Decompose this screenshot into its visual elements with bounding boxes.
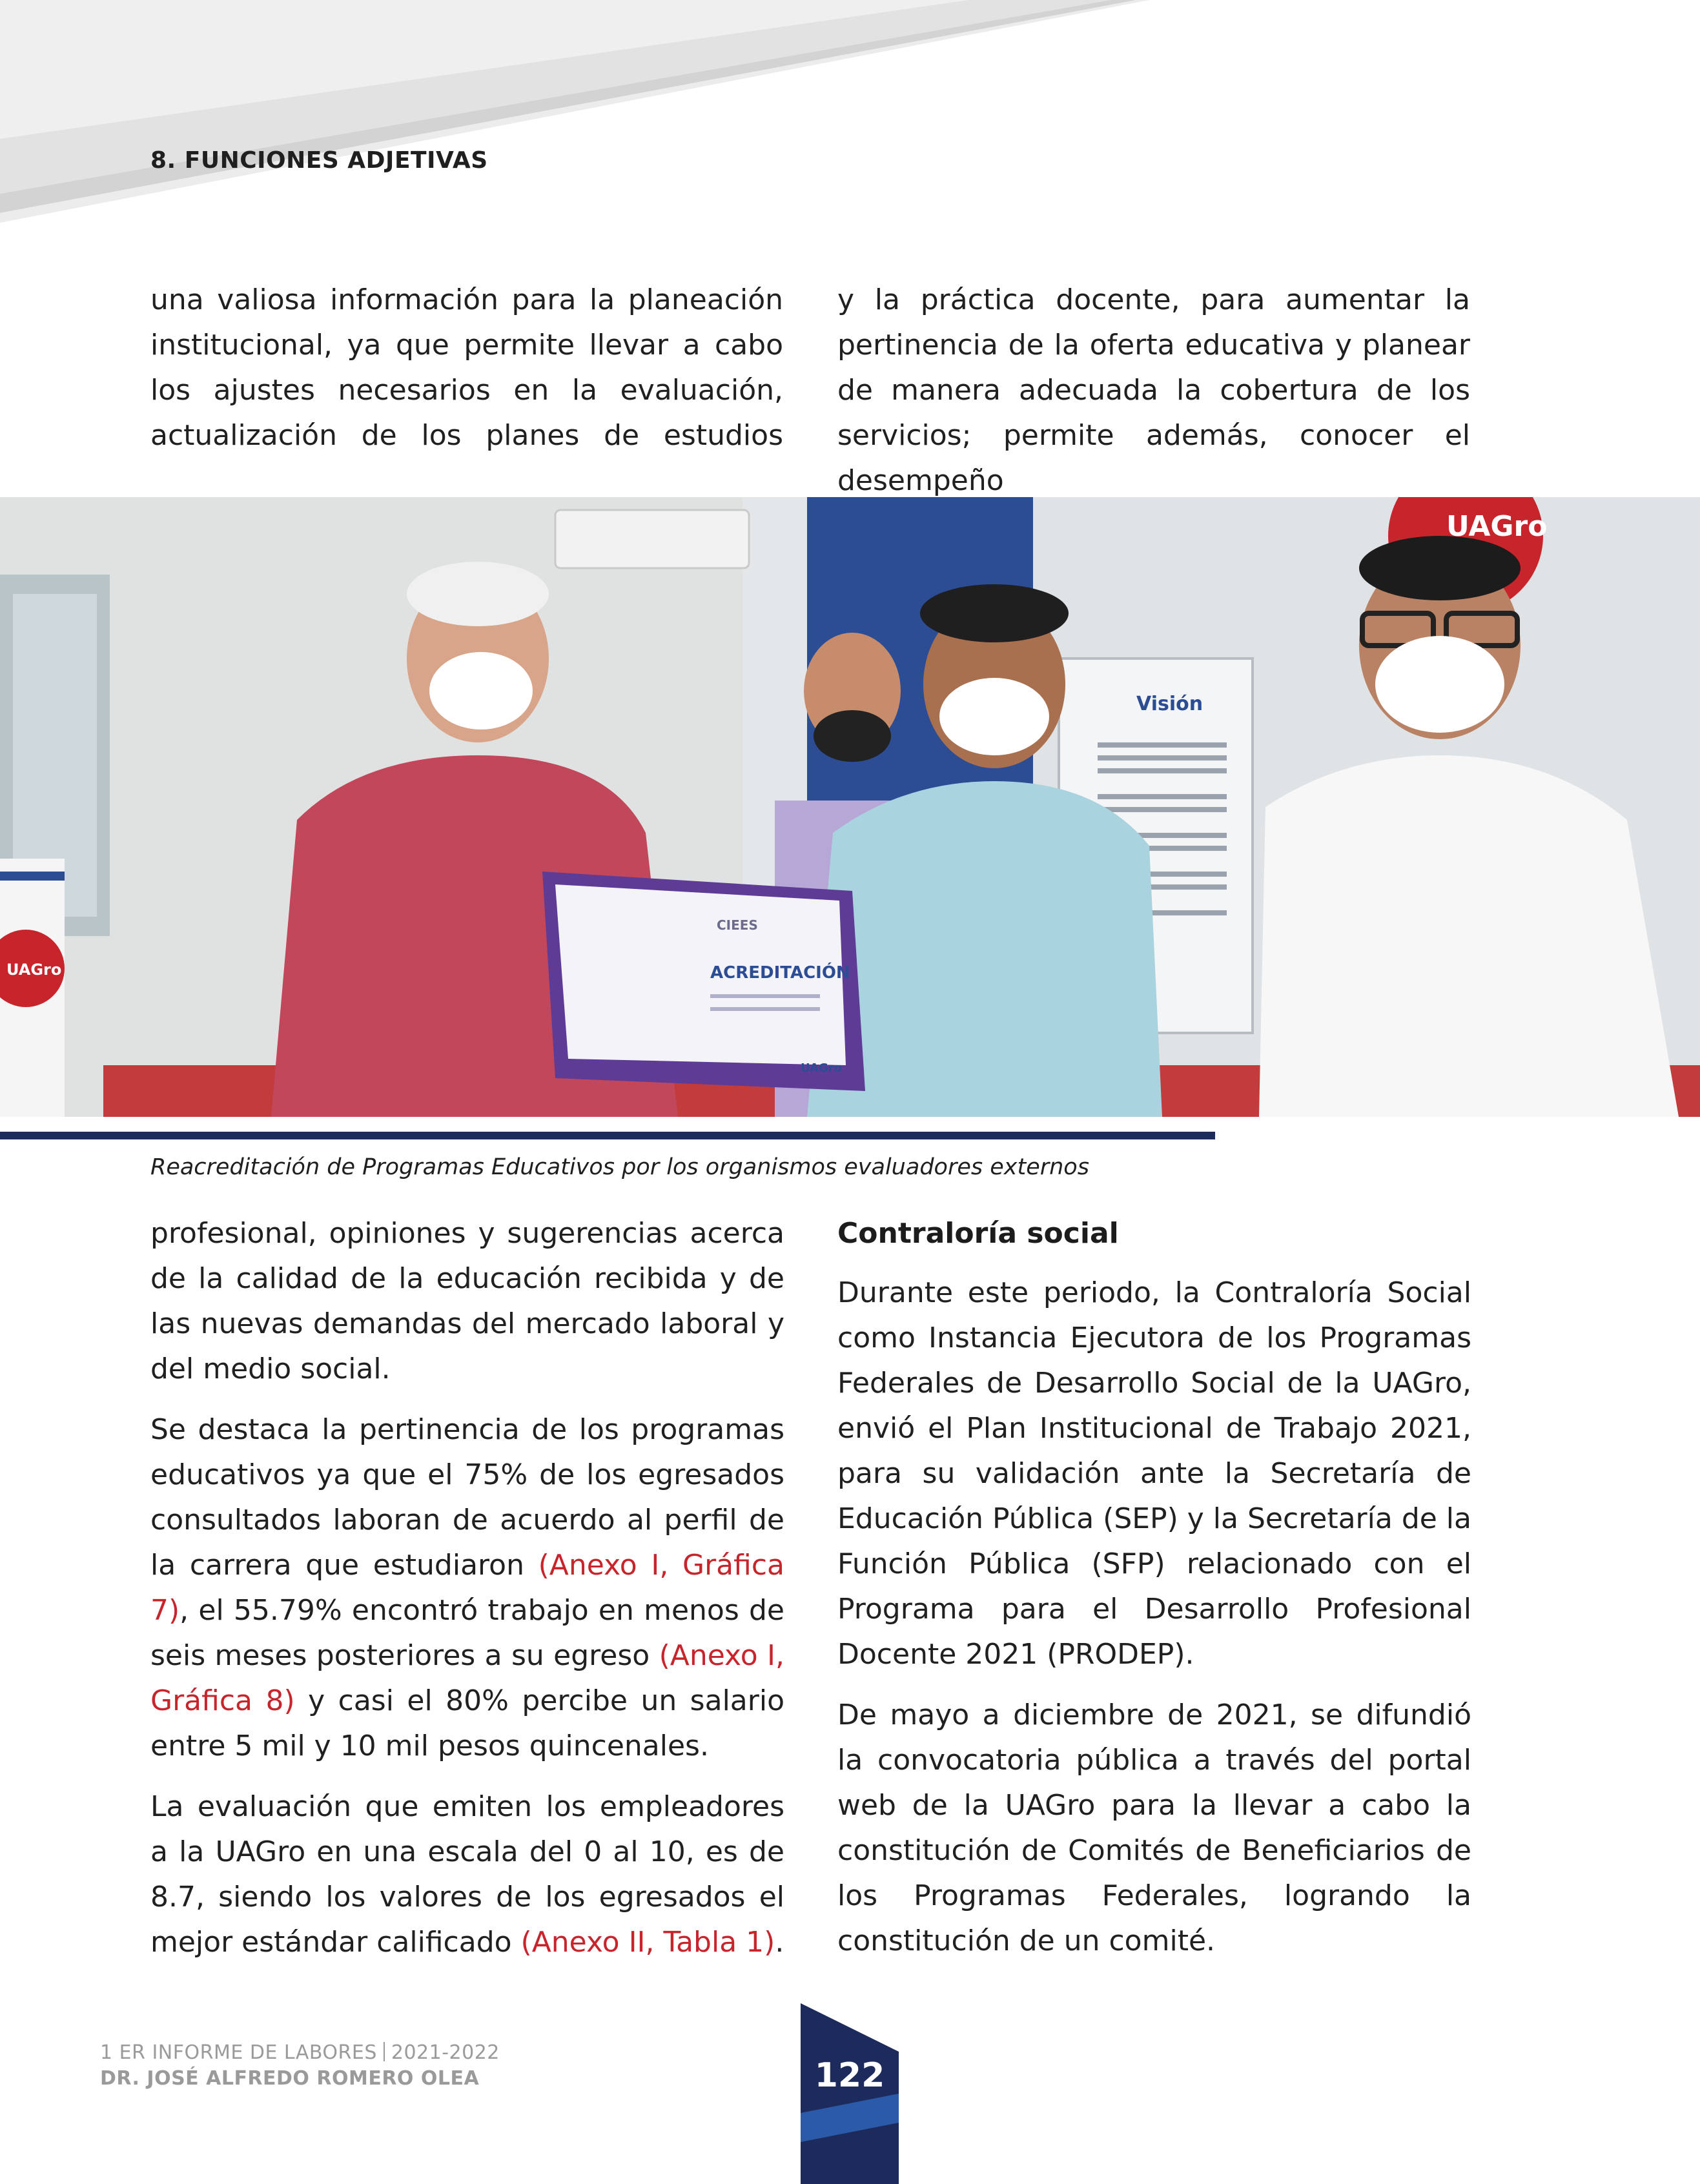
- footer-years: 2021-2022: [391, 2041, 500, 2064]
- annex-reference-graph-8[interactable]: (Anexo I, Gráfica 8): [150, 1639, 784, 1717]
- photo-divider: [0, 1132, 1215, 1139]
- right-paragraph-2: De mayo a diciembre de 2021, se difundió la convocatoria pública a través del portal web de la UAGro para la llevar a cabo la constitución de Comités de Beneficiarios de los Programas Federales, logrando la constitución de un comité.: [837, 1699, 1471, 1957]
- left-paragraph-3-text-b: .: [775, 1926, 784, 1959]
- photo-caption: Reacreditación de Programas Educativos por los organismos evaluadores externos: [150, 1154, 1089, 1180]
- wall-logo: UAGro: [1446, 510, 1548, 543]
- annex-reference-table-1[interactable]: (Anexo II, Tabla 1): [520, 1926, 775, 1959]
- footer-report-label: 1 ER INFORME DE LABORES: [100, 2041, 377, 2064]
- left-paragraph-2-text-a: Se destaca la pertinencia de los programas educativos ya que el 75% de los egresados consultados laboran de acuerdo al perfil de la carrera que estudiaron: [150, 1413, 784, 1582]
- left-paragraph-2: [150, 1407, 784, 1769]
- certificate-logo: CIEES: [717, 917, 758, 933]
- header-decoration: [0, 0, 1700, 232]
- contraloria-heading: Contraloría social: [837, 1217, 1119, 1250]
- top-left-paragraph: una valiosa información para la planeación institucional, ya que permite llevar a cabo los ajustes necesarios en la evaluación, actualización de los planes de estudios: [150, 283, 783, 452]
- left-paragraph-3-text-a: La evaluación que emiten los empleadores a la UAGro en una escala del 0 al 10, es de 8.7, siendo los valores de los egresados el mejor estándar calificado: [150, 1790, 784, 1959]
- top-right-paragraph: y la práctica docente, para aumentar la pertinencia de la oferta educativa y planear de manera adecuada la cobertura de los servicios; permite además, conocer el desempeño: [837, 283, 1470, 497]
- top-right-column: [837, 278, 1470, 504]
- left-paragraph-2-text-b: , el 55.79% encontró trabajo en menos de seis meses posteriores a su egreso: [150, 1594, 784, 1672]
- right-paragraph-1: Durante este periodo, la Contraloría Social como Instancia Ejecutora de los Programas Federales de Desarrollo Social de la UAGro, envió el Plan Institucional de Trabajo 2021, para su validación ante la Secretaría de Educación Pública (SEP) y la Secretaría de la Función Pública (SFP) relacionado con el Programa para el Desarrollo Profesional Docente 2021 (PRODEP).: [837, 1276, 1471, 1671]
- wall-sign: Visión: [1136, 693, 1203, 715]
- lower-left-column: [150, 1211, 784, 1981]
- left-paragraph-2-text-c: y casi el 80% percibe un salario entre 5 mil y 10 mil pesos quincenales.: [150, 1684, 784, 1762]
- footer-separator: [384, 2042, 385, 2061]
- top-left-column: [150, 278, 783, 458]
- certificate-footer: UAGro: [801, 1061, 843, 1075]
- podium-logo: UAGro: [6, 961, 62, 979]
- certificate-title: ACREDITACIÓN: [710, 963, 850, 983]
- footer-report-line: [100, 2041, 500, 2064]
- lower-right-column: [837, 1211, 1471, 1979]
- photo-illustration: [0, 497, 1700, 1117]
- footer-author: DR. JOSÉ ALFREDO ROMERO OLEA: [100, 2067, 480, 2090]
- event-photo: [0, 497, 1700, 1117]
- left-paragraph-1: profesional, opiniones y sugerencias acerca de la calidad de la educación recibida y de las nuevas demandas del mercado laboral y del medio social.: [150, 1217, 784, 1385]
- page-number: 122: [814, 2056, 885, 2095]
- annex-reference-graph-7[interactable]: (Anexo I, Gráfica 7): [150, 1549, 784, 1627]
- left-paragraph-3: [150, 1784, 784, 1965]
- section-title: 8. FUNCIONES ADJETIVAS: [150, 147, 488, 174]
